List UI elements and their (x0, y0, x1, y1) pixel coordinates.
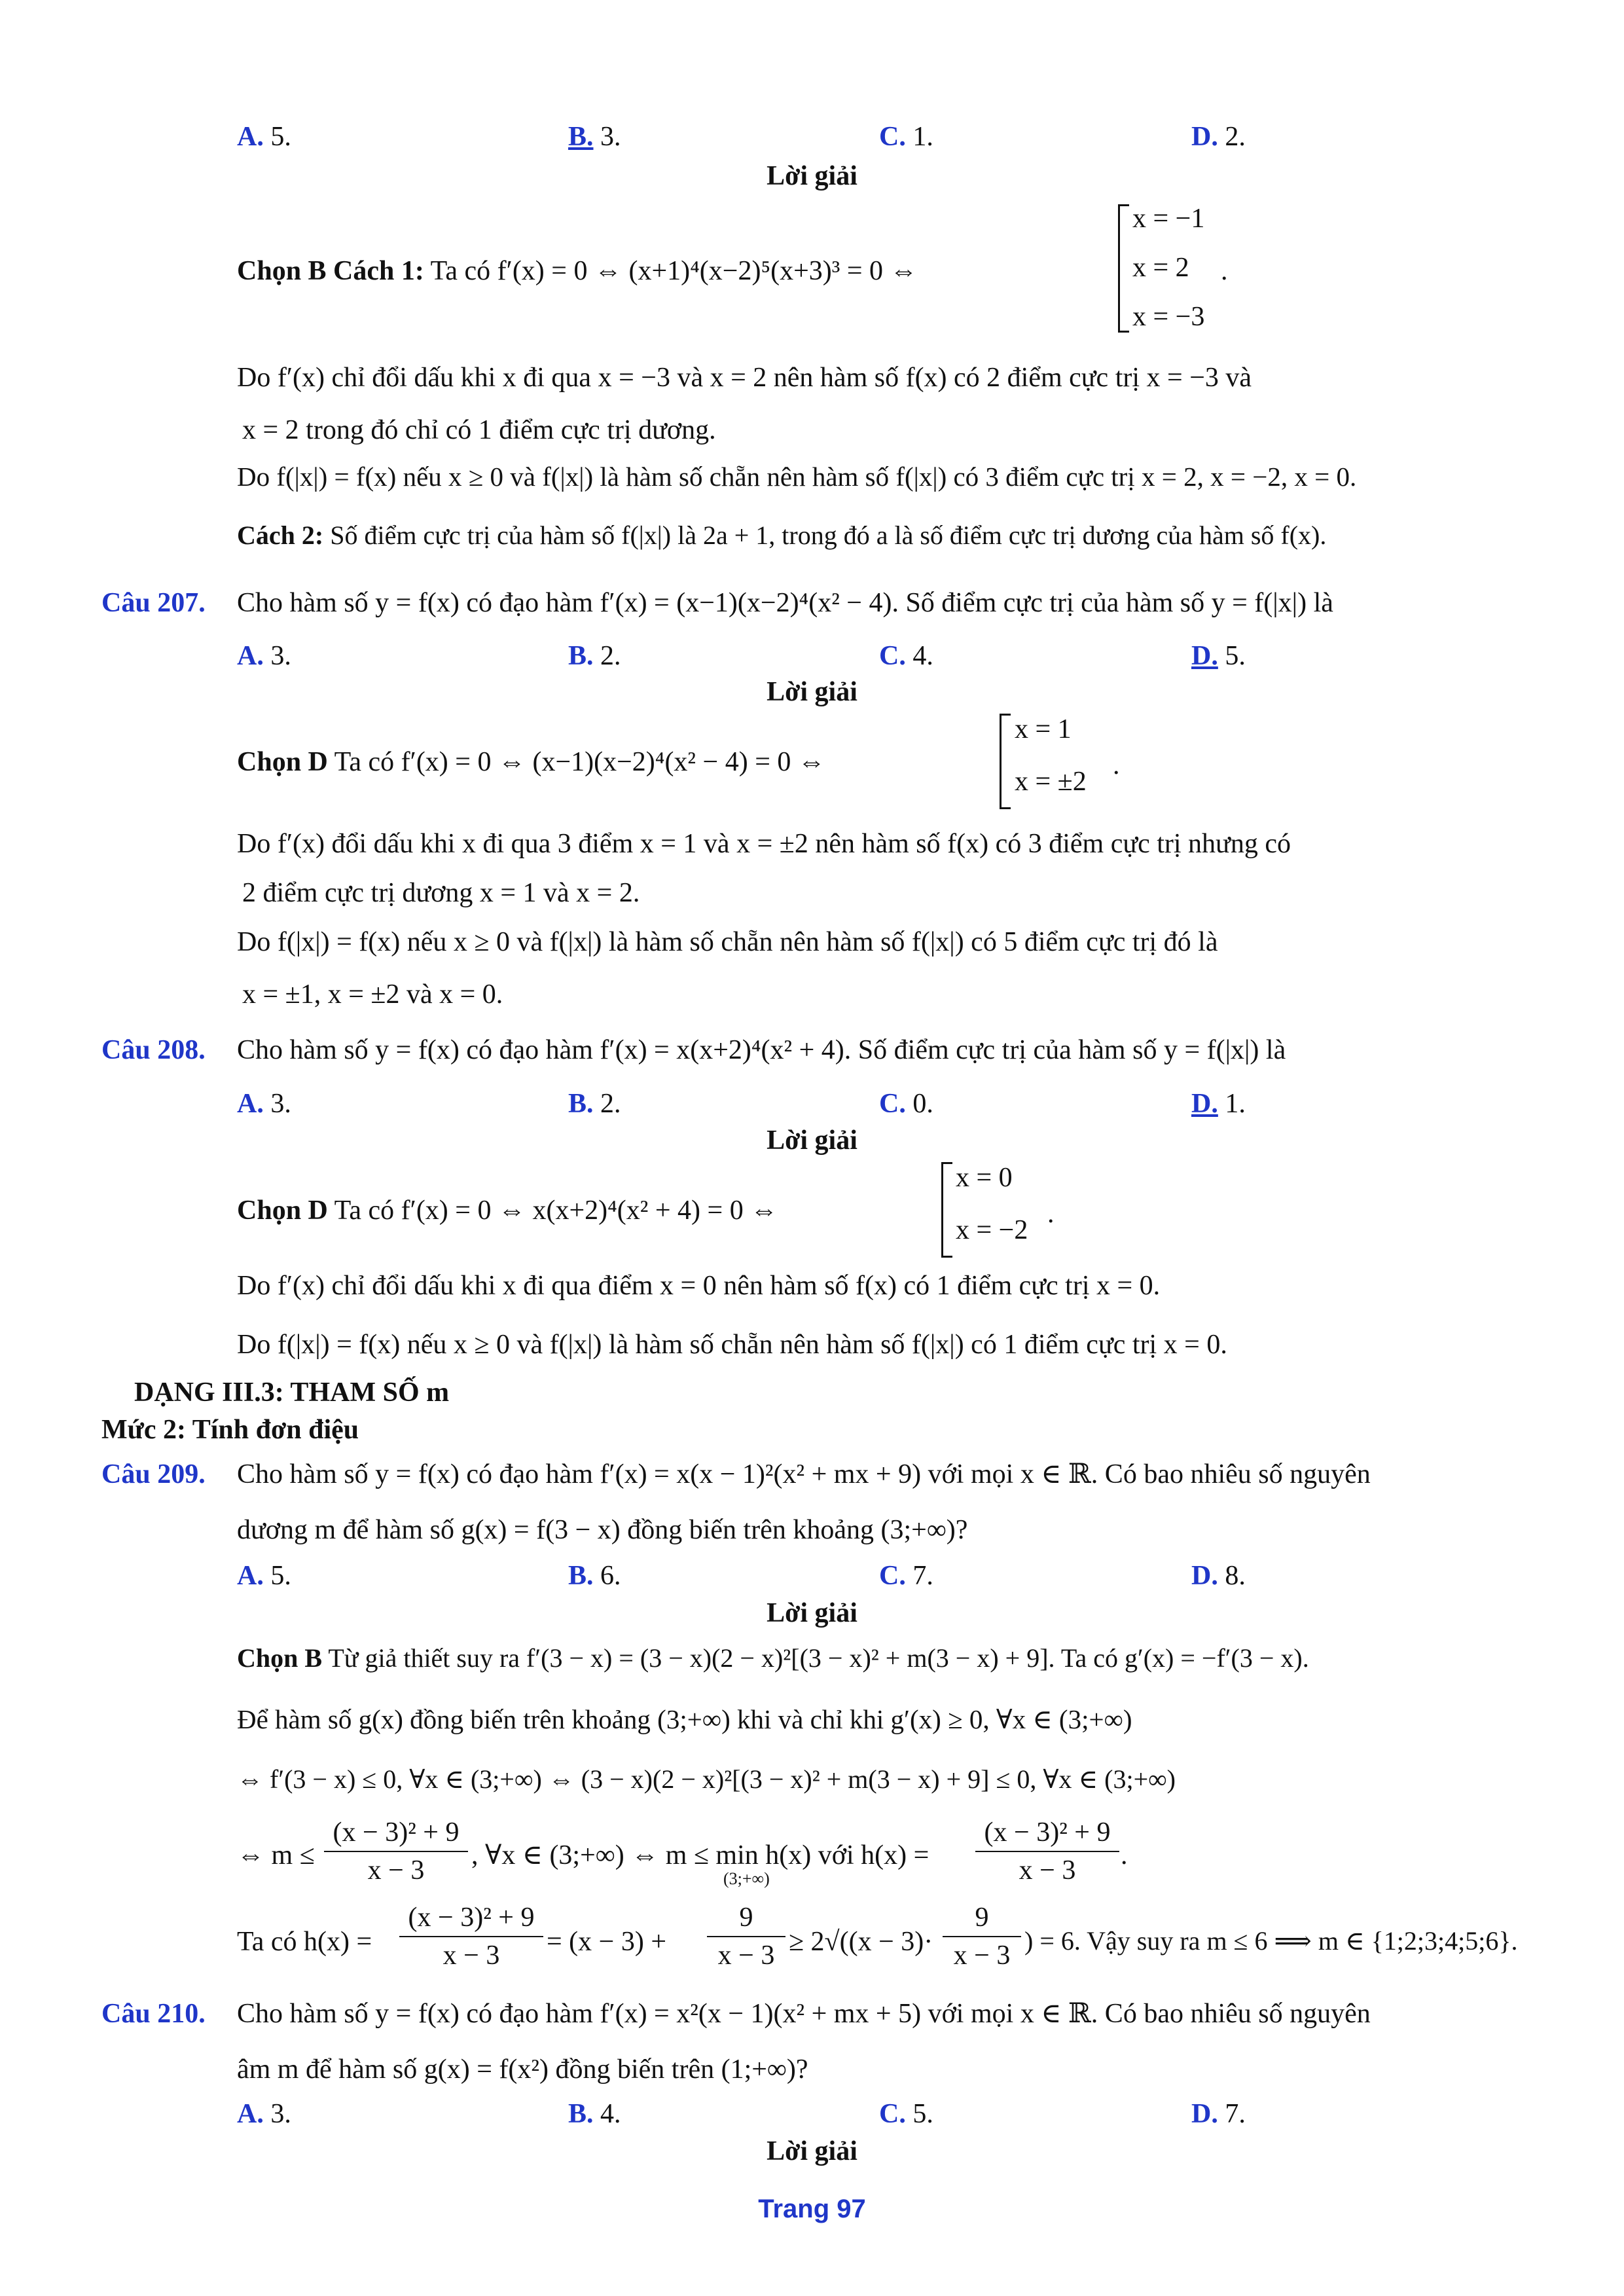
q206-solution-line-1: Chọn B Cách 1: Ta có f′(x) = 0 ⇔ (x+1)⁴(x−2)⁵(x+3)³ = 0 ⇔ (237, 256, 918, 286)
q209-solution-line-1: Chọn B Từ giả thiết suy ra f′(3 − x) = (3 − x)(2 − x)²[(3 − x)² + m(3 − x) + 9]. Ta có g′(x) = −f′(3 − x). (237, 1643, 1309, 1673)
q209-option-d: D. 8. (1191, 1561, 1246, 1591)
q206-case-end: . (1221, 256, 1228, 286)
q208-solution-line-3: Do f(|x|) = f(x) nếu x ≥ 0 và f(|x|) là hàm số chẵn nên hàm số f(|x|) có 1 điểm cực trị x = 0. (237, 1330, 1227, 1360)
q206-option-a: A. 5. (237, 122, 291, 152)
q210-option-b: B. 4. (568, 2099, 621, 2129)
q207-solution-title: Lời giải (767, 677, 857, 707)
q209-question-text-1: Cho hàm số y = f(x) có đạo hàm f′(x) = x(x − 1)²(x² + mx + 9) với mọi x ∈ ℝ. Có bao nhiêu số nguyên (237, 1459, 1371, 1489)
q208-case-end: . (1047, 1199, 1055, 1229)
q210-option-d: D. 7. (1191, 2099, 1246, 2129)
q207-solution-line-2: Do f′(x) đổi dấu khi x đi qua 3 điểm x = 1 và x = ±2 nên hàm số f(x) có 3 điểm cực trị nhưng có (237, 829, 1291, 859)
q207-question-text: Cho hàm số y = f(x) có đạo hàm f′(x) = (x−1)(x−2)⁴(x² − 4). Số điểm cực trị của hàm số y = f(|x|) là (237, 588, 1333, 618)
q210-question-text-2: âm m để hàm số g(x) = f(x²) đồng biến trên (1;+∞)? (237, 2054, 808, 2085)
q209-option-a: A. 5. (237, 1561, 291, 1591)
q206-option-d: D. 2. (1191, 122, 1246, 152)
q207-solution-line-5: x = ±1, x = ±2 và x = 0. (242, 979, 503, 1010)
q206-case-3: x = −3 (1132, 302, 1205, 332)
q209-solution-line-4a: ⇔ m ≤ (237, 1840, 315, 1870)
q206-solution-line-2: Do f′(x) chỉ đổi dấu khi x đi qua x = −3 và x = 2 nên hàm số f(x) có 2 điểm cực trị x = −3 và (237, 363, 1252, 393)
q207-case-2: x = ±2 (1015, 767, 1087, 797)
q208-question-text: Cho hàm số y = f(x) có đạo hàm f′(x) = x(x+2)⁴(x² + 4). Số điểm cực trị của hàm số y = f(|x|) là (237, 1035, 1286, 1065)
q210-option-c: C. 5. (879, 2099, 933, 2129)
q208-solution-line-2: Do f′(x) chỉ đổi dấu khi x đi qua điểm x = 0 nên hàm số f(x) có 1 điểm cực trị x = 0. (237, 1271, 1161, 1301)
q209-solution-line-4b: , ∀x ∈ (3;+∞) ⇔ m ≤ min h(x) với h(x) = (471, 1840, 929, 1870)
q207-option-c: C. 4. (879, 641, 933, 671)
q209-fraction-5: 9 x − 3 (943, 1902, 1021, 1971)
q207-solution-line-1: Chọn D Ta có f′(x) = 0 ⇔ (x−1)(x−2)⁴(x² − 4) = 0 ⇔ (237, 747, 825, 777)
q209-solution-line-3: ⇔ f′(3 − x) ≤ 0, ∀x ∈ (3;+∞) ⇔ (3 − x)(2 − x)²[(3 − x)² + m(3 − x) + 9] ≤ 0, ∀x ∈ (3;+∞) (237, 1764, 1176, 1794)
q208-option-c: C. 0. (879, 1089, 933, 1119)
q207-case-bracket (1000, 714, 1011, 809)
q209-solution-line-5c: ≥ 2√((x − 3)· (789, 1927, 933, 1957)
q209-solution-line-5d: ) = 6. Vậy suy ra m ≤ 6 ⟹ m ∈ {1;2;3;4;5;6}. (1024, 1926, 1518, 1956)
q209-fraction-4: 9 x − 3 (707, 1902, 785, 1971)
q210-question: Câu 210. (101, 1999, 206, 2029)
q206-case-2: x = 2 (1132, 253, 1189, 283)
q207-solution-line-4: Do f(|x|) = f(x) nếu x ≥ 0 và f(|x|) là hàm số chẵn nên hàm số f(|x|) có 5 điểm cực trị đó là (237, 927, 1218, 957)
q206-option-b: B. 3. (568, 122, 621, 152)
q208-option-b: B. 2. (568, 1089, 621, 1119)
q208-option-d: D. 1. (1191, 1089, 1246, 1119)
q209-question: Câu 209. (101, 1459, 206, 1489)
q206-solution-title: Lời giải (767, 161, 857, 191)
q209-solution-line-5a: Ta có h(x) = (237, 1927, 372, 1957)
q209-solution-line-4c: . (1121, 1840, 1128, 1870)
q206-solution-line-3: x = 2 trong đó chỉ có 1 điểm cực trị dương. (242, 415, 716, 445)
q208-question: Câu 208. (101, 1035, 206, 1065)
q209-solution-line-5b: = (x − 3) + (547, 1927, 667, 1957)
q207-question: Câu 207. (101, 588, 206, 618)
q206-case-1: x = −1 (1132, 204, 1205, 234)
q209-fraction-2: (x − 3)² + 9 x − 3 (975, 1817, 1119, 1886)
subsection-heading: Mức 2: Tính đơn điệu (101, 1415, 359, 1445)
q206-solution-line-4: Do f(|x|) = f(x) nếu x ≥ 0 và f(|x|) là hàm số chẵn nên hàm số f(|x|) có 3 điểm cực trị x = 2, x = −2, x = 0. (237, 462, 1357, 492)
q209-option-b: B. 6. (568, 1561, 621, 1591)
q209-fraction-1: (x − 3)² + 9 x − 3 (324, 1817, 468, 1886)
q207-solution-line-3: 2 điểm cực trị dương x = 1 và x = 2. (242, 878, 640, 908)
q208-option-a: A. 3. (237, 1089, 291, 1119)
q210-option-a: A. 3. (237, 2099, 291, 2129)
q209-question-text-2: dương m để hàm số g(x) = f(3 − x) đồng biến trên khoảng (3;+∞)? (237, 1515, 968, 1545)
q208-solution-line-1: Chọn D Ta có f′(x) = 0 ⇔ x(x+2)⁴(x² + 4) = 0 ⇔ (237, 1195, 778, 1226)
q206-case-bracket (1118, 204, 1129, 333)
page-footer: Trang 97 (758, 2195, 866, 2223)
section-heading: DẠNG III.3: THAM SỐ m (134, 1377, 450, 1408)
q208-case-1: x = 0 (956, 1163, 1013, 1193)
q209-solution-line-2: Để hàm số g(x) đồng biến trên khoảng (3;+∞) khi và chỉ khi g′(x) ≥ 0, ∀x ∈ (3;+∞) (237, 1704, 1132, 1734)
q209-solution-title: Lời giải (767, 1598, 857, 1628)
q207-option-b: B. 2. (568, 641, 621, 671)
q206-option-c: C. 1. (879, 122, 933, 152)
q206-solution-line-5: Cách 2: Số điểm cực trị của hàm số f(|x|) là 2a + 1, trong đó a là số điểm cực trị dương của hàm số f(x). (237, 520, 1327, 550)
q209-fraction-3: (x − 3)² + 9 x − 3 (399, 1902, 543, 1971)
q207-option-d: D. 5. (1191, 641, 1246, 671)
q209-option-c: C. 7. (879, 1561, 933, 1591)
q208-case-2: x = −2 (956, 1215, 1028, 1245)
q209-min-subscript: (3;+∞) (723, 1869, 770, 1888)
q207-case-end: . (1113, 750, 1120, 780)
q208-solution-title: Lời giải (767, 1125, 857, 1156)
q210-solution-title: Lời giải (767, 2136, 857, 2166)
q208-case-bracket (941, 1162, 952, 1258)
q210-question-text-1: Cho hàm số y = f(x) có đạo hàm f′(x) = x²(x − 1)(x² + mx + 5) với mọi x ∈ ℝ. Có bao nhiêu số nguyên (237, 1999, 1371, 2029)
q207-case-1: x = 1 (1015, 714, 1072, 744)
q207-option-a: A. 3. (237, 641, 291, 671)
